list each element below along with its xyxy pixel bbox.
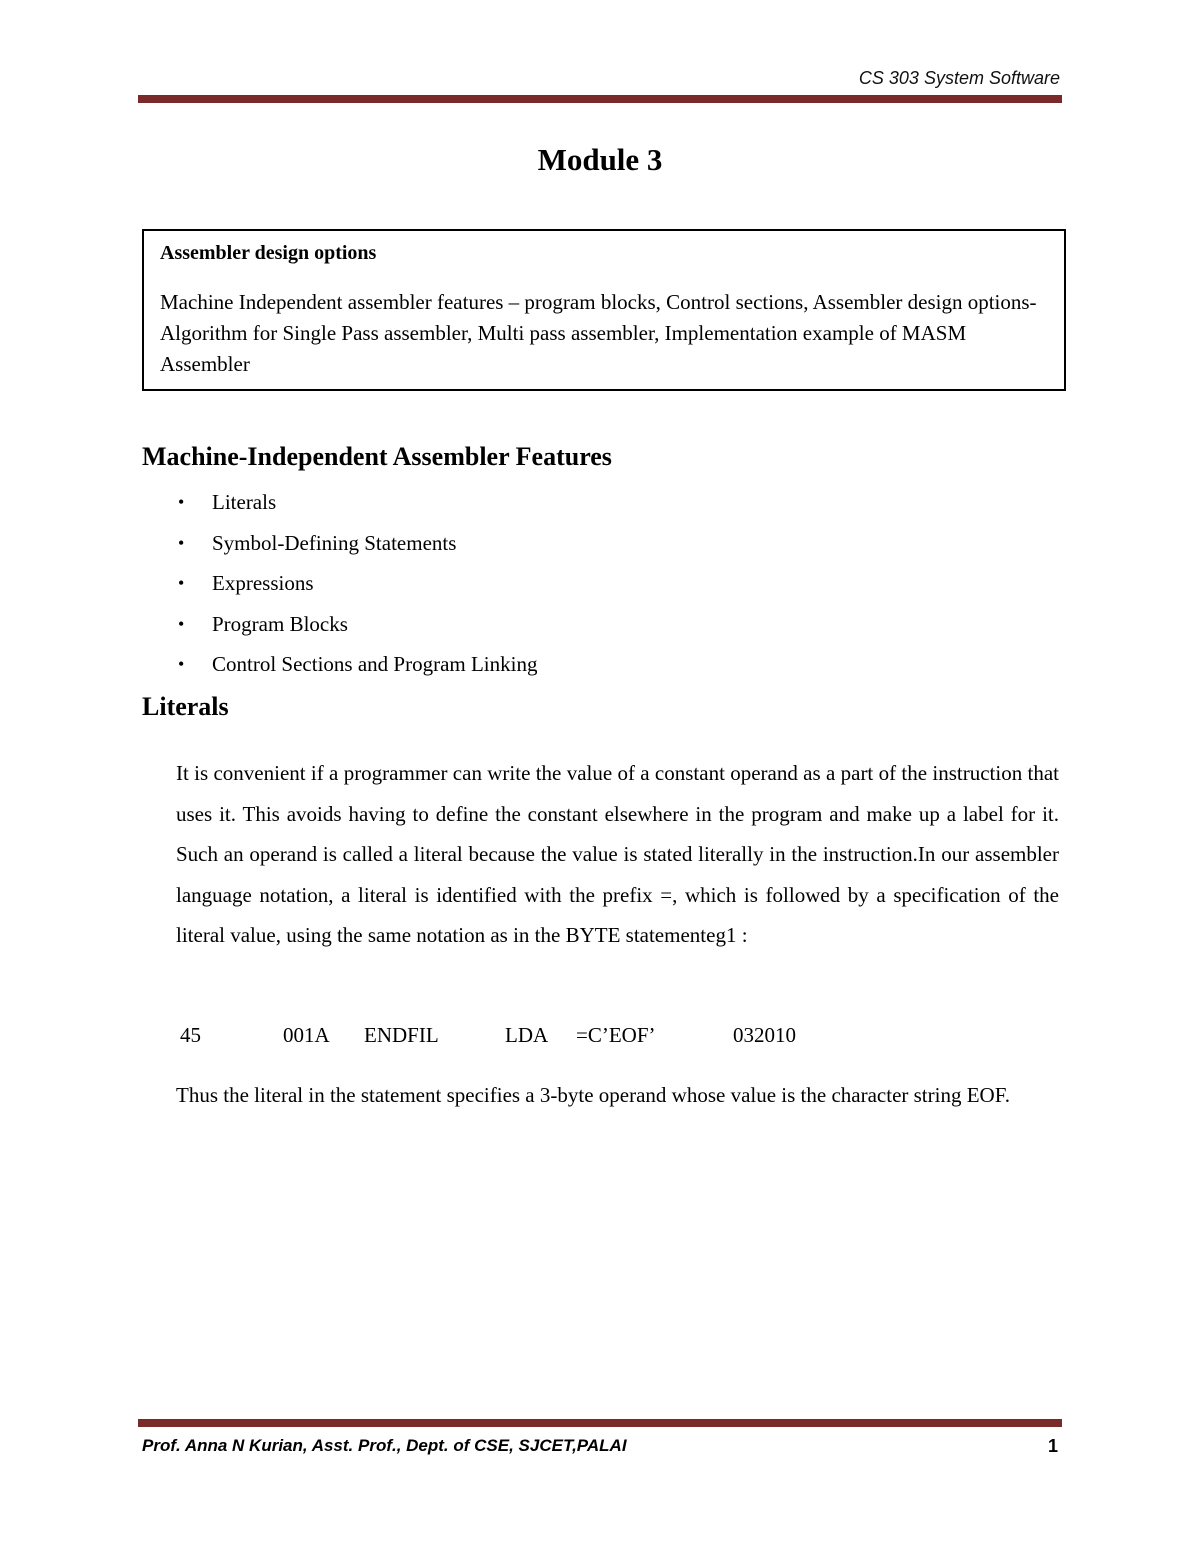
example-operand: =C’EOF’ <box>576 1023 656 1047</box>
list-item-label: Literals <box>212 490 277 514</box>
list-item-label: Expressions <box>212 571 314 595</box>
list-item-label: Program Blocks <box>212 611 348 636</box>
bullet-icon: • <box>178 613 185 634</box>
list-item-label: Symbol-Defining Statements <box>212 530 457 555</box>
literals-paragraph: It is convenient if a programmer can write the value of a constant operand as a part of the instruction that uses it. This avoids having to define the constant elsewhere in the program and make up a label for it. Such an operand is called a literal because the value is stated literally in the instruction.In our assembler language notation, a literal is identified with the prefix =, which is followed by a specification of the literal value, using the same notation as in the BYTE statementeg1 : <box>176 761 1059 947</box>
header-rule <box>138 95 1062 103</box>
page-title: Module 3 <box>537 142 663 177</box>
literals-heading: Literals <box>142 692 229 721</box>
example-address: 001A <box>283 1023 330 1047</box>
running-header: CS 303 System Software <box>858 68 1060 88</box>
bullet-icon: • <box>178 532 185 553</box>
example-label: ENDFIL <box>364 1023 439 1047</box>
conclusion-paragraph: Thus the literal in the statement specifies a 3-byte operand whose value is the character string EOF. <box>176 1083 1010 1107</box>
list-item-label: Control Sections and Program Linking <box>212 652 538 676</box>
footer-author: Prof. Anna N Kurian, Asst. Prof., Dept. of CSE, SJCET,PALAI <box>142 1436 627 1455</box>
bullet-icon: • <box>178 492 185 512</box>
syllabus-text: Machine Independent assembler features – program blocks, Control sections, Assembler design options- Algorithm for Single Pass assembler, Multi pass assembler, Implementation example of MASM Assembler <box>160 290 1037 376</box>
footer-rule <box>138 1419 1062 1427</box>
syllabus-box <box>142 229 1066 391</box>
features-heading: Machine-Independent Assembler Features <box>142 442 612 471</box>
example-object-code: 032010 <box>733 1023 796 1047</box>
bullet-icon: • <box>178 573 185 593</box>
bullet-icon: • <box>178 654 185 674</box>
code-example <box>0 1019 1200 1051</box>
example-opcode: LDA <box>505 1023 549 1047</box>
syllabus-heading: Assembler design options <box>160 242 377 264</box>
example-line-number: 45 <box>180 1023 201 1047</box>
page-number: 1 <box>1047 1436 1058 1456</box>
